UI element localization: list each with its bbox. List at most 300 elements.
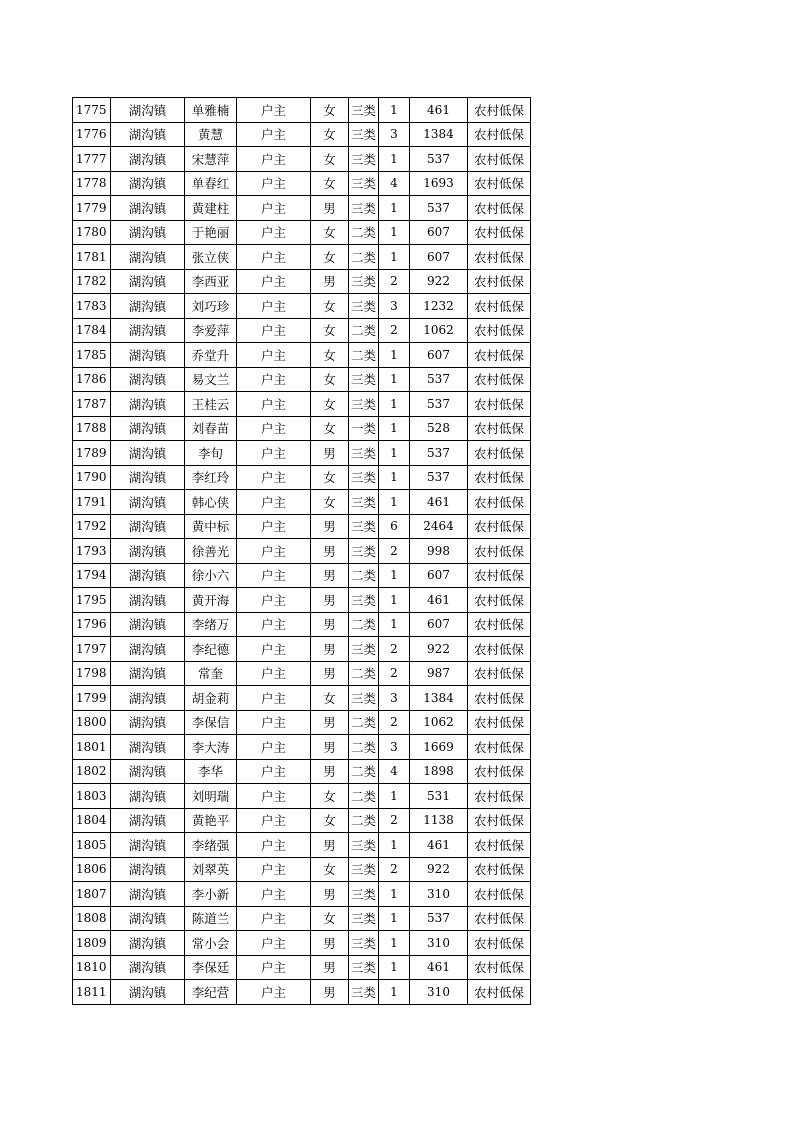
relation-cell: 户主 (237, 784, 311, 809)
gender-cell: 女 (311, 857, 349, 882)
household-size-cell: 6 (379, 514, 410, 539)
amount-cell: 537 (410, 196, 468, 221)
town-cell: 湖沟镇 (111, 980, 185, 1005)
category-cell: 三类 (349, 980, 379, 1005)
household-size-cell: 2 (379, 637, 410, 662)
aid-type-cell: 农村低保 (468, 661, 531, 686)
row-number-cell: 1795 (73, 588, 111, 613)
table-row (73, 710, 531, 735)
household-size-cell: 2 (379, 539, 410, 564)
row-number-cell: 1779 (73, 196, 111, 221)
row-number-cell: 1792 (73, 514, 111, 539)
name-cell: 徐小六 (185, 563, 237, 588)
name-cell: 刘巧珍 (185, 294, 237, 319)
relation-cell: 户主 (237, 147, 311, 172)
name-cell: 李绪强 (185, 833, 237, 858)
town-cell: 湖沟镇 (111, 637, 185, 662)
gender-cell: 女 (311, 122, 349, 147)
row-number-cell: 1811 (73, 980, 111, 1005)
table-row (73, 147, 531, 172)
aid-type-cell: 农村低保 (468, 563, 531, 588)
town-cell: 湖沟镇 (111, 343, 185, 368)
aid-type-cell: 农村低保 (468, 710, 531, 735)
table-row (73, 563, 531, 588)
relation-cell: 户主 (237, 294, 311, 319)
row-number-cell: 1788 (73, 416, 111, 441)
table-row (73, 539, 531, 564)
household-size-cell: 2 (379, 318, 410, 343)
table-row (73, 220, 531, 245)
gender-cell: 女 (311, 294, 349, 319)
aid-type-cell: 农村低保 (468, 759, 531, 784)
aid-type-cell: 农村低保 (468, 514, 531, 539)
name-cell: 李西亚 (185, 269, 237, 294)
amount-cell: 310 (410, 980, 468, 1005)
name-cell: 王桂云 (185, 392, 237, 417)
name-cell: 宋慧萍 (185, 147, 237, 172)
table-row (73, 122, 531, 147)
relation-cell: 户主 (237, 343, 311, 368)
household-size-cell: 1 (379, 955, 410, 980)
category-cell: 三类 (349, 269, 379, 294)
town-cell: 湖沟镇 (111, 465, 185, 490)
gender-cell: 女 (311, 465, 349, 490)
gender-cell: 女 (311, 318, 349, 343)
amount-cell: 1062 (410, 710, 468, 735)
name-cell: 黄中标 (185, 514, 237, 539)
relation-cell: 户主 (237, 759, 311, 784)
town-cell: 湖沟镇 (111, 857, 185, 882)
table-row (73, 882, 531, 907)
relation-cell: 户主 (237, 196, 311, 221)
amount-cell: 1138 (410, 808, 468, 833)
relation-cell: 户主 (237, 882, 311, 907)
relation-cell: 户主 (237, 955, 311, 980)
table-row (73, 171, 531, 196)
name-cell: 李华 (185, 759, 237, 784)
category-cell: 三类 (349, 294, 379, 319)
category-cell: 三类 (349, 367, 379, 392)
relation-cell: 户主 (237, 122, 311, 147)
gender-cell: 男 (311, 637, 349, 662)
amount-cell: 461 (410, 955, 468, 980)
gender-cell: 男 (311, 833, 349, 858)
category-cell: 二类 (349, 735, 379, 760)
category-cell: 三类 (349, 465, 379, 490)
name-cell: 李纪营 (185, 980, 237, 1005)
row-number-cell: 1784 (73, 318, 111, 343)
town-cell: 湖沟镇 (111, 784, 185, 809)
name-cell: 陈道兰 (185, 906, 237, 931)
town-cell: 湖沟镇 (111, 539, 185, 564)
category-cell: 三类 (349, 196, 379, 221)
name-cell: 徐善光 (185, 539, 237, 564)
gender-cell: 男 (311, 588, 349, 613)
row-number-cell: 1787 (73, 392, 111, 417)
table-row (73, 318, 531, 343)
row-number-cell: 1808 (73, 906, 111, 931)
row-number-cell: 1809 (73, 931, 111, 956)
category-cell: 三类 (349, 147, 379, 172)
name-cell: 黄慧 (185, 122, 237, 147)
town-cell: 湖沟镇 (111, 735, 185, 760)
amount-cell: 537 (410, 465, 468, 490)
aid-type-cell: 农村低保 (468, 735, 531, 760)
relation-cell: 户主 (237, 98, 311, 123)
gender-cell: 男 (311, 661, 349, 686)
table-row (73, 514, 531, 539)
aid-type-cell: 农村低保 (468, 955, 531, 980)
category-cell: 三类 (349, 637, 379, 662)
gender-cell: 女 (311, 147, 349, 172)
relation-cell: 户主 (237, 980, 311, 1005)
category-cell: 三类 (349, 514, 379, 539)
table-row (73, 588, 531, 613)
aid-type-cell: 农村低保 (468, 392, 531, 417)
name-cell: 张立侠 (185, 245, 237, 270)
town-cell: 湖沟镇 (111, 906, 185, 931)
row-number-cell: 1777 (73, 147, 111, 172)
amount-cell: 461 (410, 490, 468, 515)
amount-cell: 607 (410, 220, 468, 245)
amount-cell: 1898 (410, 759, 468, 784)
amount-cell: 310 (410, 882, 468, 907)
town-cell: 湖沟镇 (111, 367, 185, 392)
gender-cell: 男 (311, 196, 349, 221)
household-size-cell: 3 (379, 735, 410, 760)
table-row (73, 269, 531, 294)
name-cell: 刘春苗 (185, 416, 237, 441)
row-number-cell: 1775 (73, 98, 111, 123)
table-row (73, 196, 531, 221)
town-cell: 湖沟镇 (111, 686, 185, 711)
town-cell: 湖沟镇 (111, 710, 185, 735)
aid-type-cell: 农村低保 (468, 857, 531, 882)
aid-type-cell: 农村低保 (468, 269, 531, 294)
town-cell: 湖沟镇 (111, 122, 185, 147)
aid-type-cell: 农村低保 (468, 833, 531, 858)
household-size-cell: 1 (379, 98, 410, 123)
relation-cell: 户主 (237, 416, 311, 441)
amount-cell: 461 (410, 833, 468, 858)
row-number-cell: 1786 (73, 367, 111, 392)
aid-type-cell: 农村低保 (468, 906, 531, 931)
amount-cell: 1384 (410, 122, 468, 147)
gender-cell: 女 (311, 367, 349, 392)
row-number-cell: 1781 (73, 245, 111, 270)
amount-cell: 537 (410, 392, 468, 417)
household-size-cell: 1 (379, 196, 410, 221)
table-row (73, 735, 531, 760)
amount-cell: 987 (410, 661, 468, 686)
household-size-cell: 2 (379, 661, 410, 686)
household-size-cell: 1 (379, 612, 410, 637)
row-number-cell: 1803 (73, 784, 111, 809)
gender-cell: 男 (311, 735, 349, 760)
town-cell: 湖沟镇 (111, 833, 185, 858)
amount-cell: 607 (410, 612, 468, 637)
household-size-cell: 1 (379, 441, 410, 466)
gender-cell: 女 (311, 220, 349, 245)
name-cell: 李旬 (185, 441, 237, 466)
table-row (73, 367, 531, 392)
row-number-cell: 1796 (73, 612, 111, 637)
relation-cell: 户主 (237, 686, 311, 711)
town-cell: 湖沟镇 (111, 416, 185, 441)
name-cell: 李纪德 (185, 637, 237, 662)
household-size-cell: 1 (379, 784, 410, 809)
amount-cell: 607 (410, 563, 468, 588)
category-cell: 二类 (349, 661, 379, 686)
row-number-cell: 1802 (73, 759, 111, 784)
aid-type-cell: 农村低保 (468, 784, 531, 809)
amount-cell: 998 (410, 539, 468, 564)
row-number-cell: 1789 (73, 441, 111, 466)
relation-cell: 户主 (237, 808, 311, 833)
town-cell: 湖沟镇 (111, 269, 185, 294)
amount-cell: 528 (410, 416, 468, 441)
household-size-cell: 2 (379, 269, 410, 294)
category-cell: 二类 (349, 759, 379, 784)
category-cell: 二类 (349, 784, 379, 809)
household-size-cell: 1 (379, 563, 410, 588)
town-cell: 湖沟镇 (111, 245, 185, 270)
town-cell: 湖沟镇 (111, 147, 185, 172)
aid-type-cell: 农村低保 (468, 196, 531, 221)
category-cell: 三类 (349, 833, 379, 858)
town-cell: 湖沟镇 (111, 808, 185, 833)
town-cell: 湖沟镇 (111, 318, 185, 343)
amount-cell: 1062 (410, 318, 468, 343)
relation-cell: 户主 (237, 612, 311, 637)
gender-cell: 女 (311, 245, 349, 270)
relation-cell: 户主 (237, 906, 311, 931)
relation-cell: 户主 (237, 710, 311, 735)
row-number-cell: 1794 (73, 563, 111, 588)
relation-cell: 户主 (237, 514, 311, 539)
aid-type-cell: 农村低保 (468, 808, 531, 833)
row-number-cell: 1799 (73, 686, 111, 711)
category-cell: 三类 (349, 857, 379, 882)
row-number-cell: 1801 (73, 735, 111, 760)
table-row (73, 931, 531, 956)
table-row (73, 465, 531, 490)
amount-cell: 310 (410, 931, 468, 956)
aid-type-cell: 农村低保 (468, 612, 531, 637)
gender-cell: 女 (311, 686, 349, 711)
aid-type-cell: 农村低保 (468, 294, 531, 319)
table-row (73, 441, 531, 466)
table-row (73, 245, 531, 270)
town-cell: 湖沟镇 (111, 882, 185, 907)
gender-cell: 男 (311, 759, 349, 784)
household-size-cell: 1 (379, 490, 410, 515)
table-body (73, 98, 531, 1005)
relation-cell: 户主 (237, 441, 311, 466)
gender-cell: 男 (311, 539, 349, 564)
household-size-cell: 1 (379, 465, 410, 490)
gender-cell: 男 (311, 931, 349, 956)
name-cell: 乔堂升 (185, 343, 237, 368)
town-cell: 湖沟镇 (111, 490, 185, 515)
amount-cell: 537 (410, 441, 468, 466)
category-cell: 二类 (349, 612, 379, 637)
category-cell: 三类 (349, 490, 379, 515)
row-number-cell: 1780 (73, 220, 111, 245)
relation-cell: 户主 (237, 539, 311, 564)
row-number-cell: 1797 (73, 637, 111, 662)
amount-cell: 537 (410, 367, 468, 392)
amount-cell: 1232 (410, 294, 468, 319)
amount-cell: 461 (410, 588, 468, 613)
town-cell: 湖沟镇 (111, 220, 185, 245)
category-cell: 二类 (349, 220, 379, 245)
relation-cell: 户主 (237, 588, 311, 613)
town-cell: 湖沟镇 (111, 294, 185, 319)
name-cell: 李红玲 (185, 465, 237, 490)
relation-cell: 户主 (237, 171, 311, 196)
category-cell: 二类 (349, 710, 379, 735)
gender-cell: 男 (311, 612, 349, 637)
name-cell: 韩心侠 (185, 490, 237, 515)
row-number-cell: 1800 (73, 710, 111, 735)
row-number-cell: 1798 (73, 661, 111, 686)
aid-type-cell: 农村低保 (468, 147, 531, 172)
gender-cell: 女 (311, 98, 349, 123)
household-size-cell: 1 (379, 392, 410, 417)
category-cell: 二类 (349, 245, 379, 270)
name-cell: 黄建柱 (185, 196, 237, 221)
household-size-cell: 1 (379, 220, 410, 245)
aid-type-cell: 农村低保 (468, 465, 531, 490)
town-cell: 湖沟镇 (111, 171, 185, 196)
amount-cell: 922 (410, 637, 468, 662)
name-cell: 李保信 (185, 710, 237, 735)
table-row (73, 661, 531, 686)
category-cell: 三类 (349, 441, 379, 466)
amount-cell: 1384 (410, 686, 468, 711)
gender-cell: 女 (311, 784, 349, 809)
gender-cell: 男 (311, 882, 349, 907)
household-size-cell: 1 (379, 980, 410, 1005)
name-cell: 李绪万 (185, 612, 237, 637)
relation-cell: 户主 (237, 269, 311, 294)
table-row (73, 857, 531, 882)
household-size-cell: 2 (379, 857, 410, 882)
household-size-cell: 1 (379, 343, 410, 368)
table-row (73, 637, 531, 662)
relation-cell: 户主 (237, 637, 311, 662)
gender-cell: 男 (311, 269, 349, 294)
category-cell: 一类 (349, 416, 379, 441)
household-size-cell: 1 (379, 367, 410, 392)
row-number-cell: 1804 (73, 808, 111, 833)
gender-cell: 女 (311, 392, 349, 417)
table-row (73, 392, 531, 417)
name-cell: 黄开海 (185, 588, 237, 613)
gender-cell: 男 (311, 441, 349, 466)
category-cell: 三类 (349, 171, 379, 196)
amount-cell: 461 (410, 98, 468, 123)
aid-type-cell: 农村低保 (468, 539, 531, 564)
gender-cell: 女 (311, 490, 349, 515)
amount-cell: 1669 (410, 735, 468, 760)
aid-type-cell: 农村低保 (468, 318, 531, 343)
name-cell: 李爱萍 (185, 318, 237, 343)
name-cell: 刘翠英 (185, 857, 237, 882)
row-number-cell: 1806 (73, 857, 111, 882)
table-row (73, 416, 531, 441)
row-number-cell: 1778 (73, 171, 111, 196)
name-cell: 常奎 (185, 661, 237, 686)
table-row (73, 955, 531, 980)
category-cell: 三类 (349, 906, 379, 931)
name-cell: 李保廷 (185, 955, 237, 980)
gender-cell: 女 (311, 808, 349, 833)
household-size-cell: 4 (379, 759, 410, 784)
town-cell: 湖沟镇 (111, 441, 185, 466)
amount-cell: 1693 (410, 171, 468, 196)
aid-type-cell: 农村低保 (468, 220, 531, 245)
aid-type-cell: 农村低保 (468, 367, 531, 392)
town-cell: 湖沟镇 (111, 612, 185, 637)
amount-cell: 922 (410, 269, 468, 294)
aid-type-cell: 农村低保 (468, 441, 531, 466)
amount-cell: 2464 (410, 514, 468, 539)
relation-cell: 户主 (237, 245, 311, 270)
gender-cell: 男 (311, 563, 349, 588)
household-size-cell: 1 (379, 245, 410, 270)
household-size-cell: 1 (379, 416, 410, 441)
aid-type-cell: 农村低保 (468, 343, 531, 368)
table-row (73, 98, 531, 123)
household-size-cell: 1 (379, 906, 410, 931)
gender-cell: 男 (311, 955, 349, 980)
household-size-cell: 1 (379, 931, 410, 956)
table-row (73, 833, 531, 858)
row-number-cell: 1782 (73, 269, 111, 294)
aid-type-cell: 农村低保 (468, 686, 531, 711)
name-cell: 黄艳平 (185, 808, 237, 833)
table-row (73, 343, 531, 368)
household-size-cell: 2 (379, 808, 410, 833)
category-cell: 二类 (349, 563, 379, 588)
name-cell: 单春红 (185, 171, 237, 196)
amount-cell: 922 (410, 857, 468, 882)
table-row (73, 784, 531, 809)
household-size-cell: 1 (379, 147, 410, 172)
name-cell: 易文兰 (185, 367, 237, 392)
category-cell: 三类 (349, 686, 379, 711)
household-size-cell: 3 (379, 686, 410, 711)
aid-type-cell: 农村低保 (468, 882, 531, 907)
town-cell: 湖沟镇 (111, 514, 185, 539)
category-cell: 三类 (349, 931, 379, 956)
household-size-cell: 3 (379, 294, 410, 319)
row-number-cell: 1791 (73, 490, 111, 515)
row-number-cell: 1805 (73, 833, 111, 858)
amount-cell: 607 (410, 343, 468, 368)
aid-type-cell: 农村低保 (468, 980, 531, 1005)
amount-cell: 537 (410, 906, 468, 931)
row-number-cell: 1776 (73, 122, 111, 147)
household-size-cell: 1 (379, 588, 410, 613)
name-cell: 李大涛 (185, 735, 237, 760)
name-cell: 常小会 (185, 931, 237, 956)
relation-cell: 户主 (237, 490, 311, 515)
category-cell: 三类 (349, 882, 379, 907)
row-number-cell: 1810 (73, 955, 111, 980)
